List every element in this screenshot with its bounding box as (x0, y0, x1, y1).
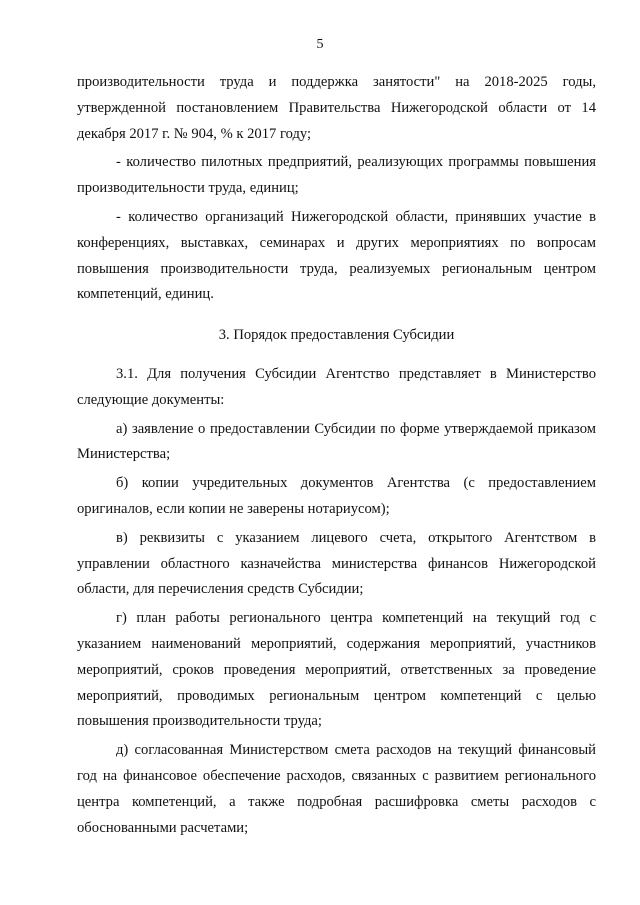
paragraph-item-a: а) заявление о предоставлении Субсидии по форме утверждаемой приказом Министерства; (77, 420, 596, 463)
paragraph-item-g: г) план работы регионального центра компетенций на текущий год с указанием наименований мероприятий, содержания мероприятий, участников мероприятий, сроков проведения мероприятий, ответственных за проведение мероприятий, проводимых региональным центром компетенций с целью повышения производительности труда; (77, 610, 596, 730)
continued-paragraph: производительности труда и поддержка занятости" на 2018-2025 годы, утвержденной постановлением Правительства Нижегородской области от 14 декабря 2017 г. № 904, % к 2017 году; (77, 74, 596, 142)
paragraph-item-b: б) копии учредительных документов Агентства (с предоставлением оригиналов, если копии не заверены нотариусом); (77, 475, 596, 517)
list-item-pilot-enterprises: - количество пилотных предприятий, реализующих программы повышения производительности труда, единиц; (77, 154, 596, 197)
section-heading: 3. Порядок предоставления Субсидии (218, 327, 455, 344)
paragraph-3-1: 3.1. Для получения Субсидии Агентство представляет в Министерство следующие документы: (77, 365, 596, 408)
document-body (77, 70, 596, 841)
paragraph-item-v: в) реквизиты с указанием лицевого счета, открытого Агентством в управлении областного казначейства министерства финансов Нижегородской области, для перечисления средств Субсидии; (77, 529, 596, 598)
list-item-organizations: - количество организаций Нижегородской области, принявших участие в конференциях, выставках, семинарах и других мероприятиях по вопросам повышения производительности труда, реализуемых региональным центром компетенций, единиц. (77, 208, 596, 303)
paragraph-item-d: д) согласованная Министерством смета расходов на текущий финансовый год на финансовое обеспечение расходов, связанных с развитием регионального центра компетенций, а также подробная расшифровка сметы расходов с обоснованными расчетами; (77, 742, 596, 836)
page-number: 5 (316, 37, 324, 52)
